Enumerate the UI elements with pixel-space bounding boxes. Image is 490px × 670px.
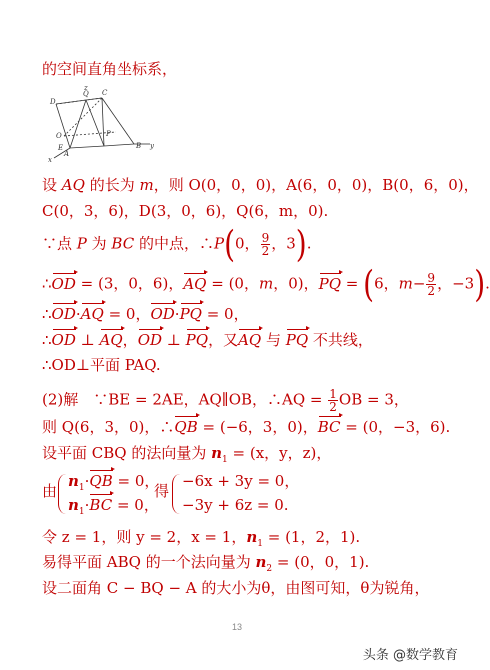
text-line: ∴OD·AQ = 0，OD·PQ = 0， — [42, 305, 249, 323]
label-P: P — [106, 130, 111, 138]
text-line: 令 z = 1，则 y = 2，x = 1，$n_1 = (1$，2，1). — [42, 528, 361, 549]
label-B: B — [136, 142, 142, 150]
label-x: x — [48, 156, 52, 164]
label-z: z — [84, 84, 88, 92]
text-line: 易得平面 ABQ 的一个法向量为 $n_2 = (0$，0，1). — [42, 553, 370, 574]
label-E: E — [58, 144, 64, 152]
text-line: ∴OD⊥平面 PAQ. — [42, 356, 161, 374]
label-y: y — [150, 142, 154, 150]
text-line: 设平面 CBQ 的法向量为 $n_1 = (x$，y，z)， — [42, 444, 332, 465]
edge — [56, 104, 70, 148]
label-C: C — [102, 89, 108, 97]
label-D: D — [50, 98, 56, 106]
text-line: ∵点 P 为 BC 的中点，∴P(0， $\frac{9}{2}$ ，3). — [42, 222, 312, 266]
text-line: 的空间直角坐标系， — [42, 60, 178, 78]
text-line: 设 AQ 的长为 m，则 O(0，0，0)，A(6，0，0)，B(0，6，0)， — [42, 176, 479, 194]
watermark: 头条 @数学教育 — [362, 648, 458, 663]
label-Q: Q — [83, 90, 89, 98]
document-page: 的空间直角坐标系， D Q C O E P A B x y z 设 AQ 的长为 m，则 O(0，0，0)，A(6，0，0)，B(0，6，0)， C(0，3，6)，D(3，0，6)，Q(6，m，0). ∵点 P 为 BC 的中点，∴P(0， $\frac{9}{2}$ ，3). ∴OD = (3，0，6)，AQ = (0，m，0)，PQ = (6，m− $\frac{9}{2}$ ，−3). ∴OD·AQ = 0，OD·PQ = 0， ∴OD ⊥ AQ，OD ⊥ PQ，又AQ 与 PQ 不共线， ∴OD⊥平面 PAQ. (2)解 ∵BE = 2AE，AQ∥OB，∴AQ = $\frac{1}{2}$ OB = 3， 则 Q(6，3，0)，∴QB = (−6，3，0)，BC = (0，−3，6). 设平面 CBQ 的法向量为 $n_1 = (x$，y，z)， 由 $n_1\cdot QB = 0$， $n_1\cdot BC = 0$， 得 −6x + 3y = 0， −3y + 6z = 0. 令 z = 1，则 y = 2，x = 1，$n_1 = (1$，2，1). 易得平面 ABQ 的一个法向量为 $n_2 = (0$，0，1). 设二面角 C − BQ − A 的大小为θ，由图可知，θ为锐角， 13 头条 @数学教育 — [0, 0, 474, 670]
text-line: 设二面角 C − BQ − A 的大小为θ，由图可知，θ为锐角， — [42, 579, 430, 597]
page-number: 13 — [231, 622, 242, 632]
text-line: 则 Q(6，3，0)，∴QB = (−6，3，0)，BC = (0，−3，6). — [42, 418, 451, 436]
label-A: A — [64, 150, 70, 158]
geometry-figure — [46, 86, 158, 164]
text-line: (2)解 ∵BE = 2AE，AQ∥OB，∴AQ = $\frac{1}{2}$ OB = 3， — [42, 387, 409, 414]
text-line: ∴OD = (3，0，6)，AQ = (0，m，0)，PQ = (6，m− $\frac{9}{2}$ ，−3). — [42, 262, 490, 306]
label-O: O — [56, 132, 62, 140]
text-line: C(0，3，6)，D(3，0，6)，Q(6，m，0). — [42, 202, 329, 220]
text-line: ∴OD ⊥ AQ，OD ⊥ PQ，又AQ 与 PQ 不共线， — [42, 331, 373, 349]
